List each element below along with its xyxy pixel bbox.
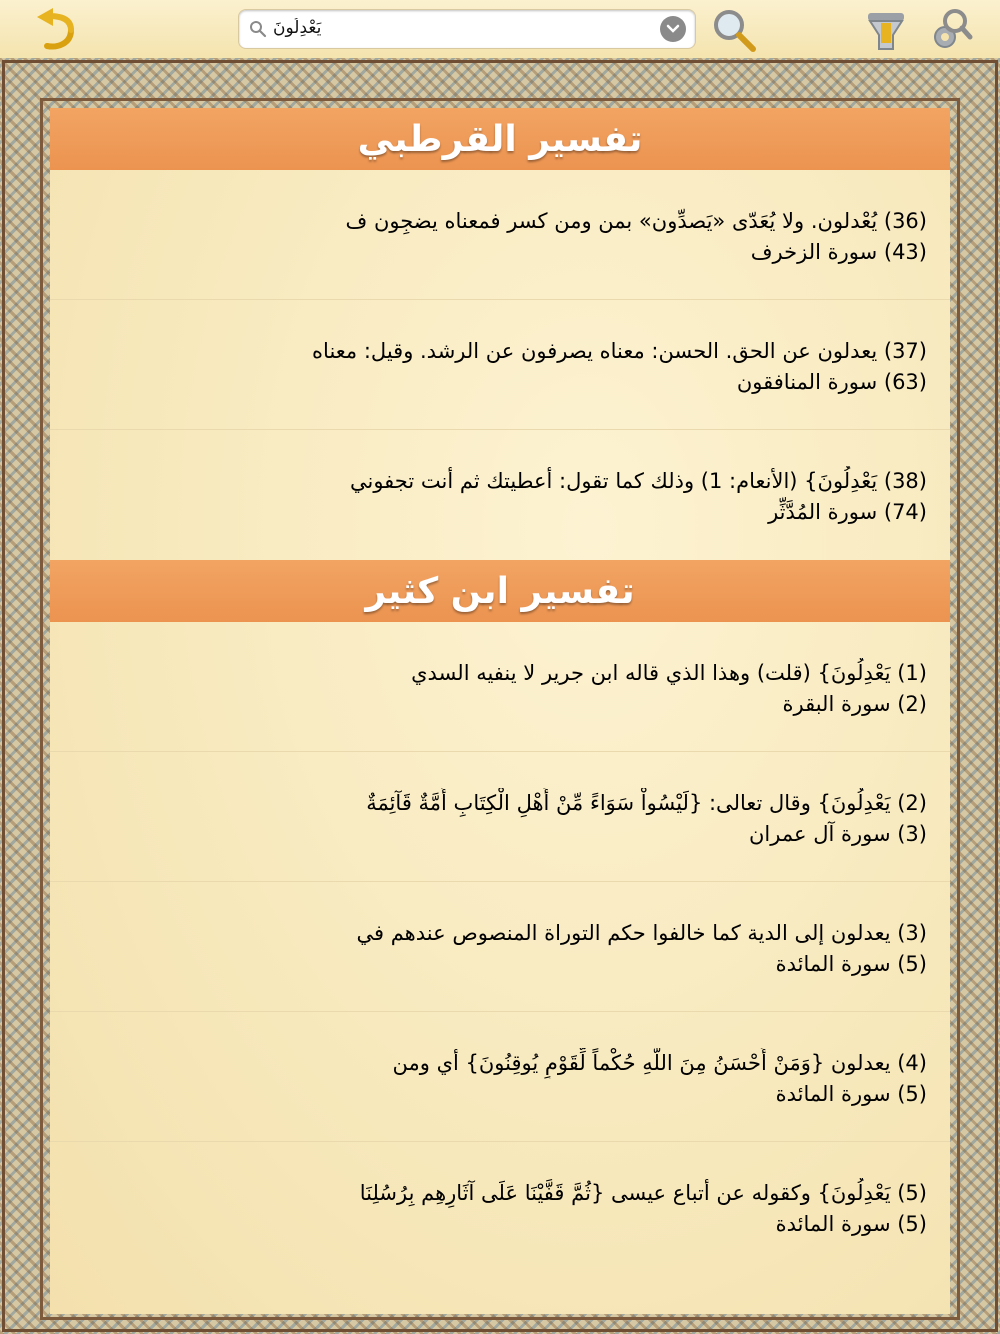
result-row[interactable] <box>50 430 950 560</box>
search-box <box>238 9 696 49</box>
search-input[interactable] <box>273 14 643 42</box>
results-panel[interactable] <box>50 108 950 1314</box>
funnel-icon <box>863 7 909 53</box>
back-button[interactable] <box>28 4 80 56</box>
advanced-search-button[interactable] <box>924 4 976 56</box>
result-snippet: (4) يعدلون {وَمَنْ أَحْسَنُ مِنَ اللَّهِ حُكْماً لِّقَوْمٍ يُوقِنُونَ} أي ومن <box>392 1051 927 1075</box>
section-header-ibn-kathir: تفسير ابن كثير <box>50 560 950 622</box>
result-snippet: (3) يعدلون إلى الدية كما خالفوا حكم التوراة المنصوص عندهم في <box>356 921 927 945</box>
result-snippet: (5) يَعْدِلُونَ} وكقوله عن أتباع عيسى {ثُمَّ قَفَّيْنَا عَلَى آثَارِهِم بِرُسُلِنَا <box>359 1181 927 1205</box>
result-row[interactable] <box>50 622 950 752</box>
result-surah: (5) سورة المائدة <box>775 1212 927 1236</box>
result-row[interactable] <box>50 1142 950 1272</box>
result-snippet: (37) يعدلون عن الحق. الحسن: معناه يصرفون عن الرشد. وقيل: معناه <box>312 339 927 363</box>
result-row[interactable] <box>50 882 950 1012</box>
result-surah: (3) سورة آل عمران <box>749 822 927 846</box>
result-row[interactable] <box>50 300 950 430</box>
search-icon <box>711 7 757 53</box>
result-surah: (2) سورة البقرة <box>782 692 927 716</box>
search-field-icon <box>249 20 267 38</box>
result-row[interactable] <box>50 1012 950 1142</box>
settings-search-icon <box>927 7 973 53</box>
chevron-down-icon <box>666 24 680 34</box>
result-surah: (74) سورة المُدَّثِّر <box>768 500 927 524</box>
result-row[interactable] <box>50 752 950 882</box>
result-surah: (43) سورة الزخرف <box>750 240 927 264</box>
result-surah: (5) سورة المائدة <box>775 1082 927 1106</box>
filter-button[interactable] <box>860 4 912 56</box>
dropdown-button[interactable] <box>660 16 686 42</box>
result-snippet: (38) يَعْدِلُونَ} (الأنعام: 1) وذلك كما تقول: أعطيتك ثم أنت تجفوني <box>349 469 927 493</box>
result-snippet: (2) يَعْدِلُونَ} وقال تعالى: {لَيْسُواْ سَوَاءً مِّنْ أَهْلِ الْكِتَابِ أُمَّةٌ قَآئِمَةٌ <box>366 791 927 815</box>
result-snippet: (1) يَعْدِلُونَ} (قلت) وهذا الذي قاله ابن جرير لا ينفيه السدي <box>411 661 927 685</box>
result-snippet: (36) يُعْدلون. ولا يُعَدّى «يَصدِّون» بمن ومن كسر فمعناه يضجِون ف <box>345 209 927 233</box>
section-header-qurtubi: تفسير القرطبي <box>50 108 950 170</box>
result-surah: (63) سورة المنافقون <box>736 370 927 394</box>
search-button[interactable] <box>708 4 760 56</box>
result-surah: (5) سورة المائدة <box>775 952 927 976</box>
back-arrow-icon <box>31 8 77 52</box>
result-row[interactable] <box>50 170 950 300</box>
top-toolbar <box>0 0 1000 60</box>
